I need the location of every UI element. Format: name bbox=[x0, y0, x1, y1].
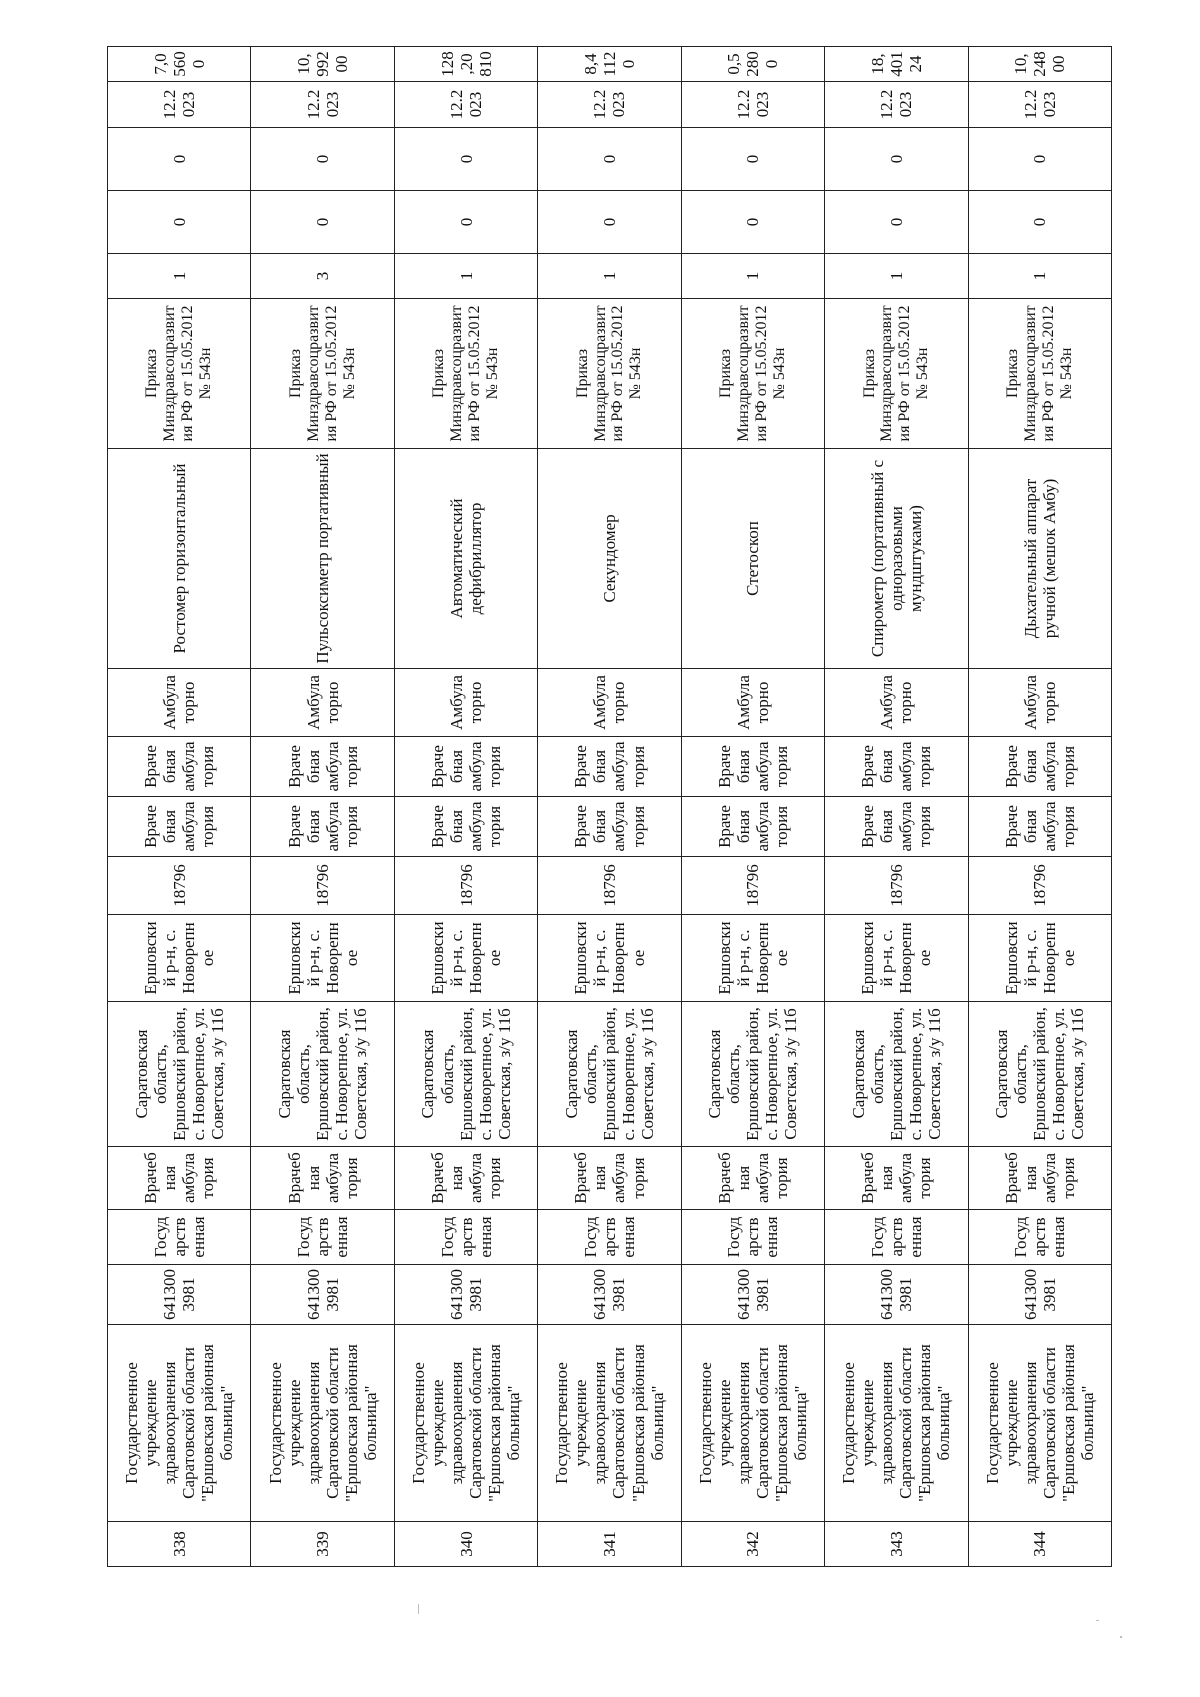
equipment-name: Пульсоксиметр портативный bbox=[251, 449, 394, 669]
organization-name: Государственное учреждение здравоохранения Саратовской области "Ершовская районная больница" bbox=[394, 1325, 537, 1522]
inn-code: 6413003981 bbox=[108, 1265, 251, 1325]
facility-address: Саратовская область, Ершовский район, с. Новорепное, ул. Советская, з/у 11б bbox=[251, 1002, 394, 1147]
oktmo-code: 18796 bbox=[681, 857, 824, 915]
facility-address: Саратовская область, Ершовский район, с. Новорепное, ул. Советская, з/у 11б bbox=[394, 1002, 537, 1147]
delivery-period: 12.2023 bbox=[968, 82, 1111, 128]
quantity-in-use: 0 bbox=[538, 128, 681, 191]
quantity-in-use: 0 bbox=[108, 128, 251, 191]
row-number: 338 bbox=[108, 1522, 251, 1567]
oktmo-code: 18796 bbox=[394, 857, 537, 915]
facility-address: Саратовская область, Ершовский район, с. Новорепное, ул. Советская, з/у 11б bbox=[538, 1002, 681, 1147]
structural-unit: Врачебная амбулатория bbox=[394, 797, 537, 857]
district: Ершовский р-н, с. Новорепное bbox=[538, 915, 681, 1002]
standard-order: Приказ Минздравсоцразвития РФ от 15.05.2012 № 543н bbox=[538, 299, 681, 449]
table-row bbox=[968, 47, 1111, 1567]
structural-subunit: Врачебная амбулатория bbox=[681, 737, 824, 797]
quantity-required: 1 bbox=[825, 254, 968, 299]
organization-name: Государственное учреждение здравоохранения Саратовской области "Ершовская районная больница" bbox=[825, 1325, 968, 1522]
facility-type: Врачебная амбулатория bbox=[825, 1147, 968, 1210]
quantity-required: 1 bbox=[681, 254, 824, 299]
facility-type: Врачебная амбулатория bbox=[968, 1147, 1111, 1210]
row-number: 340 bbox=[394, 1522, 537, 1567]
facility-type: Врачебная амбулатория bbox=[394, 1147, 537, 1210]
table-row bbox=[538, 47, 681, 1567]
standard-order: Приказ Минздравсоцразвития РФ от 15.05.2012 № 543н bbox=[825, 299, 968, 449]
district: Ершовский р-н, с. Новорепное bbox=[968, 915, 1111, 1002]
structural-unit: Врачебная амбулатория bbox=[825, 797, 968, 857]
cost-amount: 128,20810 bbox=[394, 47, 537, 82]
ownership-form: Государственная bbox=[968, 1210, 1111, 1265]
cost-amount: 18,40124 bbox=[825, 47, 968, 82]
equipment-name: Дыхательный аппарат ручной (мешок Амбу) bbox=[968, 449, 1111, 669]
oktmo-code: 18796 bbox=[825, 857, 968, 915]
standard-order: Приказ Минздравсоцразвития РФ от 15.05.2012 № 543н bbox=[108, 299, 251, 449]
structural-subunit: Врачебная амбулатория bbox=[538, 737, 681, 797]
row-number: 339 bbox=[251, 1522, 394, 1567]
facility-type: Врачебная амбулатория bbox=[681, 1147, 824, 1210]
ownership-form: Государственная bbox=[108, 1210, 251, 1265]
quantity-in-use: 0 bbox=[968, 128, 1111, 191]
standard-order: Приказ Минздравсоцразвития РФ от 15.05.2012 № 543н bbox=[681, 299, 824, 449]
inn-code: 6413003981 bbox=[538, 1265, 681, 1325]
cost-amount: 10,24800 bbox=[968, 47, 1111, 82]
equipment-name: Ростомер горизонтальный bbox=[108, 449, 251, 669]
table-row bbox=[681, 47, 824, 1567]
quantity-in-use: 0 bbox=[681, 128, 824, 191]
table-row bbox=[251, 47, 394, 1567]
quantity-required: 1 bbox=[538, 254, 681, 299]
equipment-name: Автоматический дефибриллятор bbox=[394, 449, 537, 669]
rotated-table-container bbox=[107, 47, 1112, 1567]
organization-name: Государственное учреждение здравоохранения Саратовской области "Ершовская районная больница" bbox=[681, 1325, 824, 1522]
care-conditions: Амбулаторно bbox=[394, 669, 537, 737]
equipment-name: Стетоскоп bbox=[681, 449, 824, 669]
quantity-in-use: 0 bbox=[825, 128, 968, 191]
quantity-required: 1 bbox=[394, 254, 537, 299]
structural-subunit: Врачебная амбулатория bbox=[394, 737, 537, 797]
oktmo-code: 18796 bbox=[538, 857, 681, 915]
quantity-available: 0 bbox=[108, 191, 251, 254]
organization-name: Государственное учреждение здравоохранения Саратовской области "Ершовская районная больница" bbox=[108, 1325, 251, 1522]
row-number: 344 bbox=[968, 1522, 1111, 1567]
facility-type: Врачебная амбулатория bbox=[538, 1147, 681, 1210]
standard-order: Приказ Минздравсоцразвития РФ от 15.05.2012 № 543н bbox=[251, 299, 394, 449]
structural-subunit: Врачебная амбулатория bbox=[108, 737, 251, 797]
quantity-required: 1 bbox=[968, 254, 1111, 299]
delivery-period: 12.2023 bbox=[394, 82, 537, 128]
structural-unit: Врачебная амбулатория bbox=[538, 797, 681, 857]
standard-order: Приказ Минздравсоцразвития РФ от 15.05.2012 № 543н bbox=[394, 299, 537, 449]
structural-unit: Врачебная амбулатория bbox=[251, 797, 394, 857]
quantity-required: 3 bbox=[251, 254, 394, 299]
structural-unit: Врачебная амбулатория bbox=[968, 797, 1111, 857]
row-number: 341 bbox=[538, 1522, 681, 1567]
facility-address: Саратовская область, Ершовский район, с. Новорепное, ул. Советская, з/у 11б bbox=[825, 1002, 968, 1147]
inn-code: 6413003981 bbox=[825, 1265, 968, 1325]
district: Ершовский р-н, с. Новорепное bbox=[825, 915, 968, 1002]
structural-unit: Врачебная амбулатория bbox=[681, 797, 824, 857]
delivery-period: 12.2023 bbox=[538, 82, 681, 128]
equipment-name: Секундомер bbox=[538, 449, 681, 669]
cost-amount: 7,05600 bbox=[108, 47, 251, 82]
table-row bbox=[825, 47, 968, 1567]
table-row bbox=[108, 47, 251, 1567]
quantity-available: 0 bbox=[825, 191, 968, 254]
facility-address: Саратовская область, Ершовский район, с. Новорепное, ул. Советская, з/у 11б bbox=[108, 1002, 251, 1147]
structural-subunit: Врачебная амбулатория bbox=[251, 737, 394, 797]
organization-name: Государственное учреждение здравоохранения Саратовской области "Ершовская районная больница" bbox=[251, 1325, 394, 1522]
cost-amount: 8,41120 bbox=[538, 47, 681, 82]
row-number: 343 bbox=[825, 1522, 968, 1567]
care-conditions: Амбулаторно bbox=[968, 669, 1111, 737]
organization-name: Государственное учреждение здравоохранения Саратовской области "Ершовская районная больница" bbox=[968, 1325, 1111, 1522]
delivery-period: 12.2023 bbox=[681, 82, 824, 128]
oktmo-code: 18796 bbox=[108, 857, 251, 915]
care-conditions: Амбулаторно bbox=[251, 669, 394, 737]
quantity-required: 1 bbox=[108, 254, 251, 299]
quantity-available: 0 bbox=[251, 191, 394, 254]
district: Ершовский р-н, с. Новорепное bbox=[681, 915, 824, 1002]
ownership-form: Государственная bbox=[394, 1210, 537, 1265]
table-row bbox=[394, 47, 537, 1567]
structural-subunit: Врачебная амбулатория bbox=[825, 737, 968, 797]
oktmo-code: 18796 bbox=[251, 857, 394, 915]
care-conditions: Амбулаторно bbox=[108, 669, 251, 737]
cost-amount: 10,99200 bbox=[251, 47, 394, 82]
structural-unit: Врачебная амбулатория bbox=[108, 797, 251, 857]
oktmo-code: 18796 bbox=[968, 857, 1111, 915]
scan-artifact bbox=[1096, 1620, 1099, 1621]
district: Ершовский р-н, с. Новорепное bbox=[108, 915, 251, 1002]
delivery-period: 12.2023 bbox=[825, 82, 968, 128]
scan-artifact bbox=[418, 1604, 419, 1614]
scan-artifact bbox=[1120, 1636, 1122, 1638]
facility-address: Саратовская область, Ершовский район, с. Новорепное, ул. Советская, з/у 11б bbox=[968, 1002, 1111, 1147]
ownership-form: Государственная bbox=[251, 1210, 394, 1265]
care-conditions: Амбулаторно bbox=[825, 669, 968, 737]
care-conditions: Амбулаторно bbox=[681, 669, 824, 737]
district: Ершовский р-н, с. Новорепное bbox=[394, 915, 537, 1002]
facility-type: Врачебная амбулатория bbox=[108, 1147, 251, 1210]
district: Ершовский р-н, с. Новорепное bbox=[251, 915, 394, 1002]
cost-amount: 0,52800 bbox=[681, 47, 824, 82]
ownership-form: Государственная bbox=[825, 1210, 968, 1265]
standard-order: Приказ Минздравсоцразвития РФ от 15.05.2012 № 543н bbox=[968, 299, 1111, 449]
inn-code: 6413003981 bbox=[251, 1265, 394, 1325]
facility-address: Саратовская область, Ершовский район, с. Новорепное, ул. Советская, з/у 11б bbox=[681, 1002, 824, 1147]
delivery-period: 12.2023 bbox=[108, 82, 251, 128]
equipment-register-table bbox=[107, 46, 1112, 1567]
delivery-period: 12.2023 bbox=[251, 82, 394, 128]
inn-code: 6413003981 bbox=[681, 1265, 824, 1325]
facility-type: Врачебная амбулатория bbox=[251, 1147, 394, 1210]
quantity-available: 0 bbox=[394, 191, 537, 254]
inn-code: 6413003981 bbox=[968, 1265, 1111, 1325]
ownership-form: Государственная bbox=[538, 1210, 681, 1265]
quantity-available: 0 bbox=[538, 191, 681, 254]
inn-code: 6413003981 bbox=[394, 1265, 537, 1325]
quantity-in-use: 0 bbox=[394, 128, 537, 191]
equipment-name: Спирометр (портативный с одноразовыми мундштуками) bbox=[825, 449, 968, 669]
quantity-in-use: 0 bbox=[251, 128, 394, 191]
structural-subunit: Врачебная амбулатория bbox=[968, 737, 1111, 797]
organization-name: Государственное учреждение здравоохранения Саратовской области "Ершовская районная больница" bbox=[538, 1325, 681, 1522]
ownership-form: Государственная bbox=[681, 1210, 824, 1265]
row-number: 342 bbox=[681, 1522, 824, 1567]
quantity-available: 0 bbox=[968, 191, 1111, 254]
quantity-available: 0 bbox=[681, 191, 824, 254]
care-conditions: Амбулаторно bbox=[538, 669, 681, 737]
